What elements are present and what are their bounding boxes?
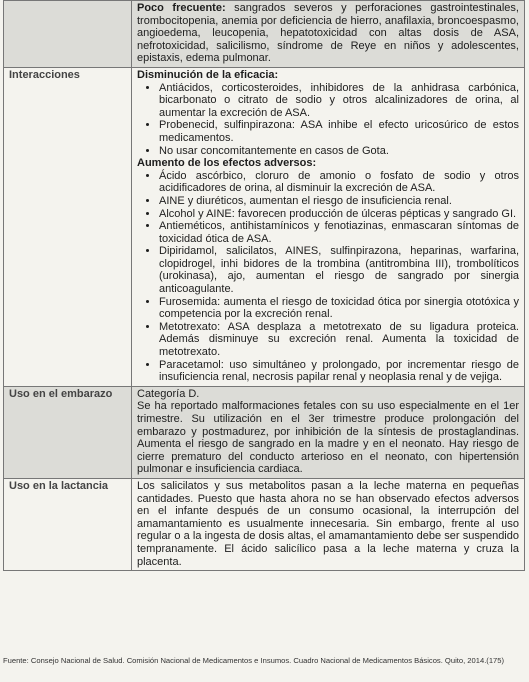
- heading-aumento-efectos-adversos: Aumento de los efectos adversos:: [137, 157, 317, 170]
- lactancia-text: Los salicilatos y sus metabolitos pasan a la leche materna en pequeñas cantidades. Puesto que hasta ahora no se han observado efectos adversos en el infante después de un consumo ocasional, la interrupción del amamantamiento es usualmente innecesaria. Sin embargo, frente al uso regular o a la ingesta de dosis altas, el amamantamiento debe ser suspendido tempranamente. El ácido salicílico pasa a la leche materna y cruza la placenta.: [137, 479, 519, 568]
- table-row-poco-frecuente: [4, 1, 525, 68]
- table-row-lactancia: [4, 478, 525, 570]
- embarazo-cell: [132, 386, 525, 478]
- row-label-embarazo: Uso en el embarazo: [4, 386, 132, 478]
- list-item: • Dipiridamol, salicilatos, AINES, sulfinpirazona, heparinas, warfarina, clopidrogel, inhi bidores de la trombina (antitrombina III), trombolíticos (urokinasa), ajo, aumentan el riesgo de sangrado por sinergia anticoagulante.: [159, 245, 519, 295]
- interacciones-cell: [132, 67, 525, 386]
- row-label-lactancia: Uso en la lactancia: [4, 478, 132, 570]
- list-item: • Probenecid, sulfinpirazona: ASA inhibe el efecto uricosúrico de estos medicamentos.: [159, 119, 519, 144]
- list-item: • Furosemida: aumenta el riesgo de toxicidad ótica por sinergia ototóxica y competencia por la excreción renal.: [159, 296, 519, 321]
- list-item: • No usar concomitantemente en casos de Gota.: [159, 145, 519, 158]
- poco-frecuente-cell: [132, 1, 525, 68]
- poco-frecuente-text: sangrados severos y perforaciones gastrointestinales, trombocitopenia, anemia por deficiencia de hierro, anafilaxia, broncoespasmo, angioedema, leucopenia, hepatotoxicidad con altas dosis de ASA, nefrotoxicidad, salicilismo, síndrome de Reye en niños y adolescentes, epistaxis, edema pulmonar.: [137, 2, 519, 65]
- table-row-interacciones: [4, 67, 525, 386]
- list-item: • Metotrexato: ASA desplaza a metotrexato de su ligadura proteica. Además disminuye su excreción renal. Aumenta la toxicidad de metotrexato.: [159, 321, 519, 359]
- list-item: • Alcohol y AINE: favorecen producción de úlceras pépticas y sangrado GI.: [159, 208, 519, 221]
- list-disminucion-eficacia: [137, 82, 519, 158]
- list-item: • Antieméticos, antihistamínicos y fenotiazinas, enmascaran síntomas de toxicidad ótica de ASA.: [159, 220, 519, 245]
- embarazo-category: Categoría D.: [137, 387, 200, 400]
- heading-disminucion-eficacia: Disminución de la eficacia:: [137, 68, 279, 81]
- source-note: Fuente: Consejo Nacional de Salud. Comisión Nacional de Medicamentos e Insumos. Cuadro Nacional de Medicamentos Básicos. Quito, 2014.(175): [3, 656, 505, 665]
- list-item: • AINE y diuréticos, aumentan el riesgo de insuficiencia renal.: [159, 195, 519, 208]
- list-aumento-efectos-adversos: [137, 170, 519, 384]
- list-item: • Antiácidos, corticosteroides, inhibidores de la anhidrasa carbónica, bicarbonato o citrato de sodio y otros alcalinizadores de orina, al aumentar la excreción de ASA.: [159, 82, 519, 120]
- lactancia-cell: [132, 478, 525, 570]
- drug-info-table: [3, 0, 525, 571]
- row-label-empty: [4, 1, 132, 68]
- poco-frecuente-lead: Poco frecuente:: [137, 2, 226, 14]
- row-label-interacciones: Interacciones: [4, 67, 132, 386]
- list-item: • Paracetamol: uso simultáneo y prolongado, por incrementar riesgo de insuficiencia renal, necrosis papilar renal y neoplasia renal y de vejiga.: [159, 359, 519, 384]
- list-item: • Ácido ascórbico, cloruro de amonio o fosfato de sodio y otros acidificadores de orina, al disminuir la excreción de ASA.: [159, 170, 519, 195]
- table-row-embarazo: [4, 386, 525, 478]
- embarazo-text: Se ha reportado malformaciones fetales con su uso especialmente en el 1er trimestre. Su utilización en el 3er trimestre produce prolongación del embarazo y postmadurez, por inhibición de la síntesis de prostaglandinas. Aumenta el riesgo de sangrado en la madre y en el neonato. Hay riesgo de cierre prematuro del conducto arterioso en el neonato, con hipertensión pulmonar e insuficiencia cardiaca.: [137, 400, 519, 476]
